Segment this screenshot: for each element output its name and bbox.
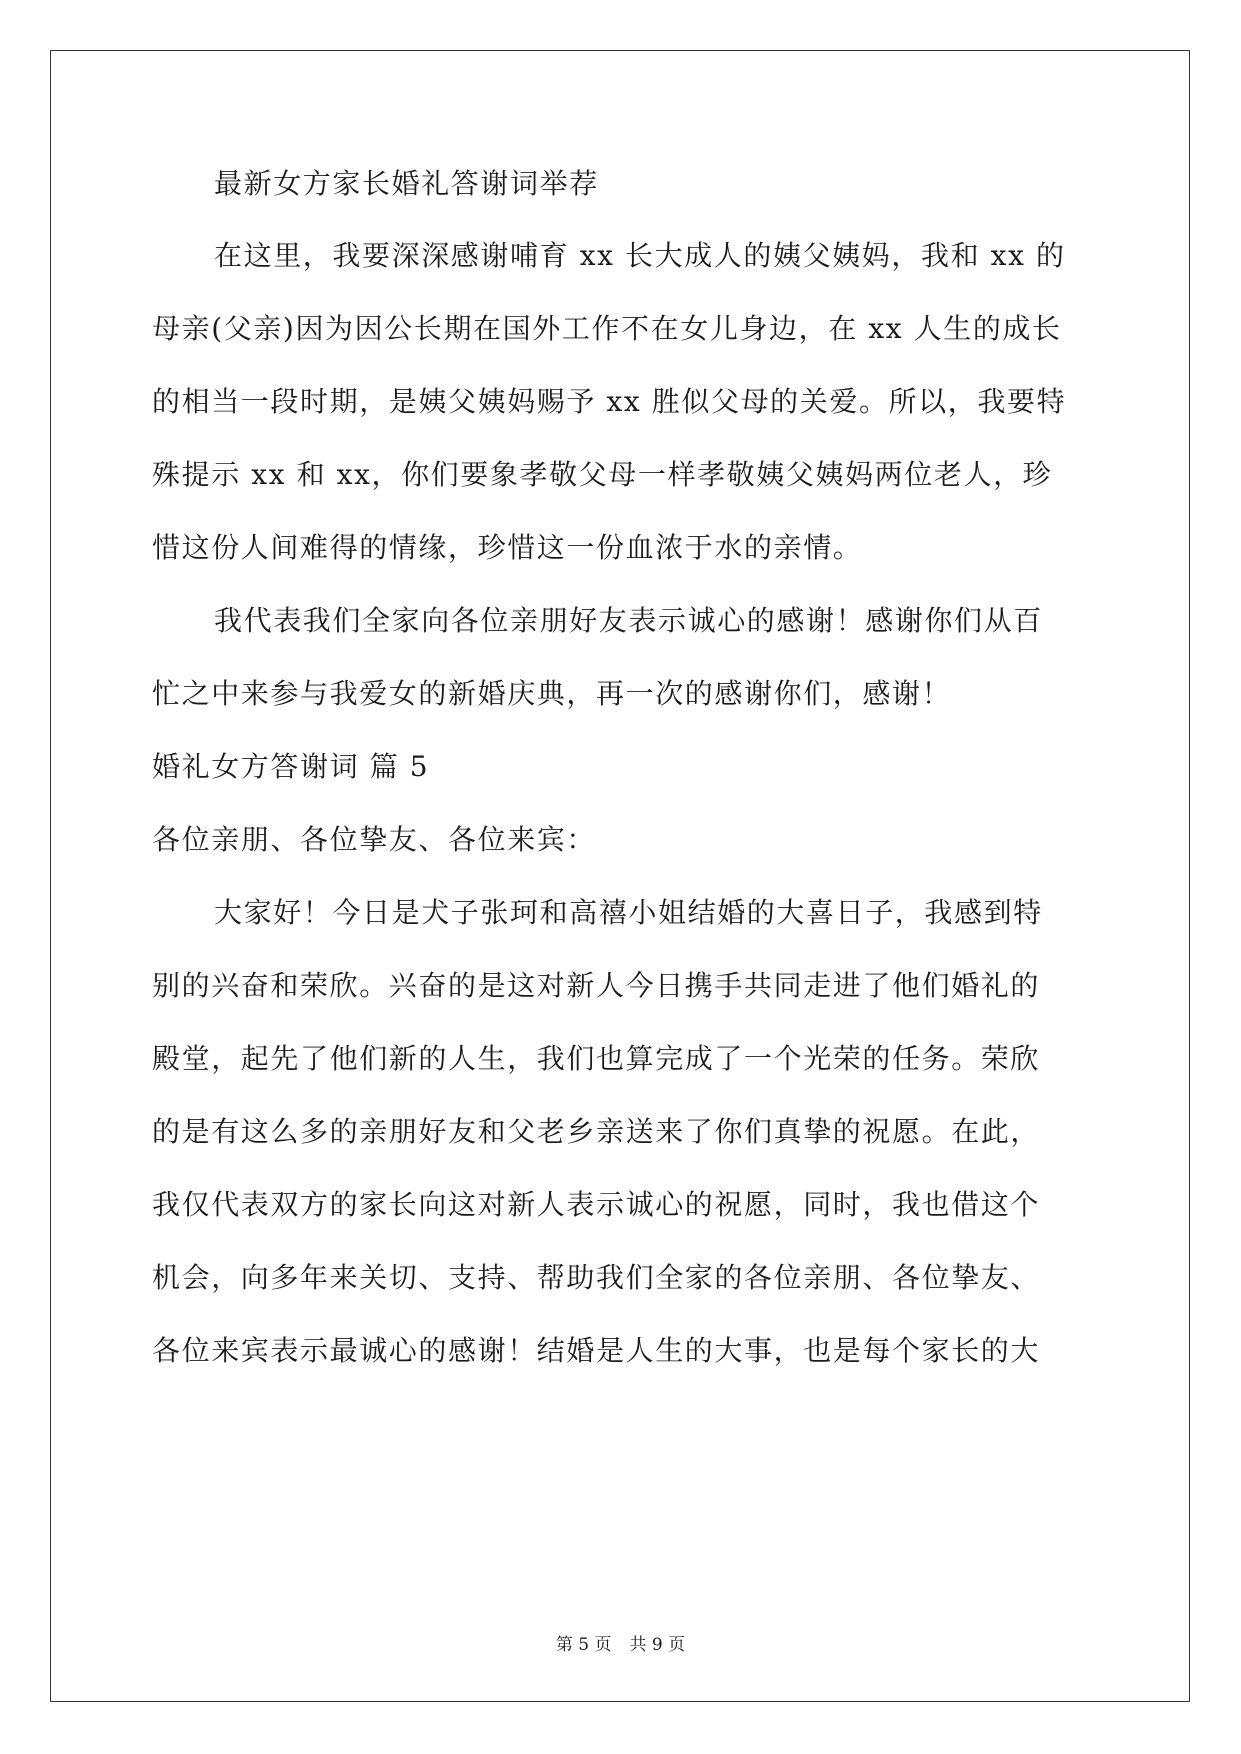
page-total: 共 9 页: [629, 1635, 686, 1655]
paragraph-line: 的相当一段时期，是姨父姨妈赐予 xx 胜似父母的关爱。所以，我要特: [152, 385, 1067, 418]
paragraph-line: 各位来宾表示最诚心的感谢！结婚是人生的大事，也是每个家长的大: [152, 1334, 1041, 1367]
document-title: 最新女方家长婚礼答谢词举荐: [214, 167, 599, 200]
page-number: 第 5 页: [555, 1635, 612, 1655]
section-heading: 婚礼女方答谢词 篇 5: [152, 750, 430, 783]
salutation-line: 各位亲朋、各位挚友、各位来宾：: [152, 823, 597, 856]
paragraph-line: 忙之中来参与我爱女的新婚庆典，再一次的感谢你们，感谢！: [152, 677, 952, 710]
paragraph-line: 机会，向多年来关切、支持、帮助我们全家的各位亲朋、各位挚友、: [152, 1261, 1041, 1294]
paragraph-line: 殿堂，起先了他们新的人生，我们也算完成了一个光荣的任务。荣欣: [152, 1042, 1041, 1075]
paragraph-line: 的是有这么多的亲朋好友和父老乡亲送来了你们真挚的祝愿。在此，: [152, 1115, 1041, 1148]
paragraph-line: 在这里，我要深深感谢哺育 xx 长大成人的姨父姨妈，我和 xx 的: [214, 239, 1066, 272]
paragraph-line: 别的兴奋和荣欣。兴奋的是这对新人今日携手共同走进了他们婚礼的: [152, 969, 1041, 1002]
page-border: [50, 50, 1190, 1702]
paragraph-line: 我仅代表双方的家长向这对新人表示诚心的祝愿，同时，我也借这个: [152, 1188, 1041, 1221]
paragraph-line: 殊提示 xx 和 xx，你们要象孝敬父母一样孝敬姨父姨妈两位老人，珍: [152, 458, 1053, 491]
paragraph-line: 母亲(父亲)因为因公长期在国外工作不在女儿身边，在 xx 人生的成长: [152, 312, 1062, 345]
paragraph-line: 大家好！今日是犬子张珂和高禧小姐结婚的大喜日子，我感到特: [214, 896, 1043, 929]
page-footer: [0, 1630, 1241, 1655]
paragraph-line: 惜这份人间难得的情缘，珍惜这一份血浓于水的亲情。: [152, 531, 863, 564]
paragraph-line: 我代表我们全家向各位亲朋好友表示诚心的感谢！感谢你们从百: [214, 604, 1043, 637]
